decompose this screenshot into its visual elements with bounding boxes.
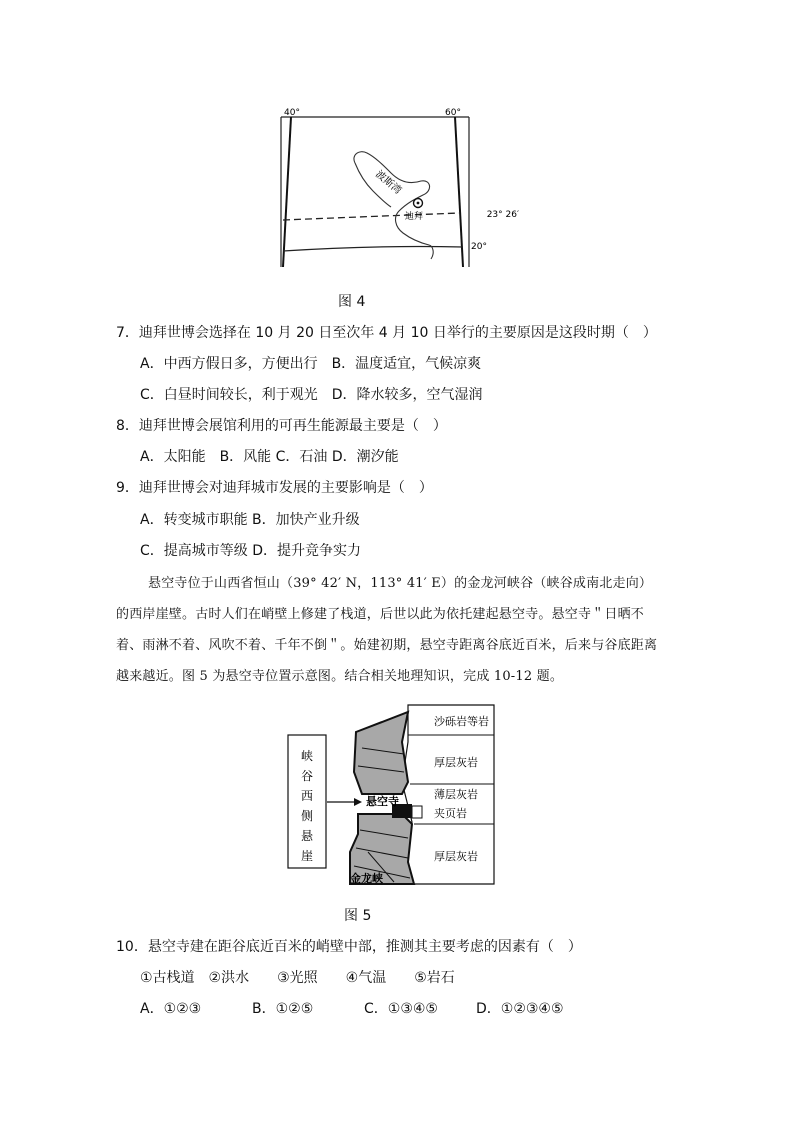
- question-8-options-line1: A．太阳能 B．风能 C．石油 D．潮汐能: [140, 449, 399, 465]
- figure-4-map: [275, 103, 519, 271]
- lat-20-label: 20°: [471, 242, 487, 252]
- lon-left-label: 40°: [284, 108, 300, 118]
- cliff-side-label: 峡谷西侧悬崖: [300, 749, 314, 863]
- question-7-stem: 7．迪拜世博会选择在 10 月 20 日至次年 4 月 10 日举行的主要原因是这段时期（ ）: [116, 325, 657, 341]
- figure-4-caption: 图 4: [338, 294, 366, 310]
- passage-line-2: 的西岸崖壁。古时人们在峭壁上修建了栈道，后世以此为依托建起悬空寺。悬空寺＂日晒不: [116, 607, 645, 622]
- layer-2-label: 厚层灰岩: [434, 756, 478, 769]
- passage-line-3: 着、雨淋不着、风吹不着、千年不倒＂。始建初期，悬空寺距离谷底近百米，后来与谷底距离: [116, 638, 658, 653]
- question-10-factors: ①古栈道 ②洪水 ③光照 ④气温 ⑤岩石: [140, 970, 455, 986]
- temple-label: 悬空寺: [366, 795, 399, 808]
- layer-4-label: 厚层灰岩: [434, 850, 478, 863]
- question-9-stem: 9．迪拜世博会对迪拜城市发展的主要影响是（ ）: [116, 480, 433, 496]
- hanging-temple-section: [284, 702, 500, 892]
- question-10-option-a: A．①②③: [140, 1001, 202, 1017]
- dubai-label: 迪拜: [405, 212, 424, 222]
- question-7-options-line1: A．中西方假日多，方便出行 B．温度适宜，气候凉爽: [140, 356, 482, 372]
- persian-gulf-map: [275, 103, 519, 271]
- question-10-stem: 10．悬空寺建在距谷底近百米的峭壁中部，推测其主要考虑的因素有（ ）: [116, 939, 582, 955]
- tropic-label: 23° 26′: [486, 210, 519, 220]
- gulf-label: 波斯湾: [373, 168, 404, 197]
- layer-3b-label: 夹页岩: [434, 807, 467, 820]
- question-10-option-c: C．①③④⑤: [364, 1001, 438, 1017]
- question-9-options-line2: C．提高城市等级 D．提升竞争实力: [140, 543, 362, 559]
- gorge-label: 金龙峡: [350, 872, 383, 885]
- question-10-option-b: B．①②⑤: [252, 1001, 314, 1017]
- passage-line-4: 越来越近。图 5 为悬空寺位置示意图。结合相关地理知识，完成 10-12 题。: [116, 669, 564, 684]
- question-9-options-line1: A．转变城市职能 B．加快产业升级: [140, 512, 360, 528]
- question-8-stem: 8．迪拜世博会展馆利用的可再生能源最主要是（ ）: [116, 418, 447, 434]
- question-10-option-d: D．①②③④⑤: [476, 1001, 564, 1017]
- layer-1-label: 沙砾岩等岩: [434, 715, 489, 728]
- passage-line-1: 悬空寺位于山西省恒山（39° 42′ N，113° 41′ E）的金龙河峡谷（峡谷成南北走向）: [148, 576, 653, 591]
- figure-5-caption: 图 5: [344, 908, 372, 924]
- layer-3a-label: 薄层灰岩: [434, 788, 478, 801]
- figure-5-diagram: [284, 702, 500, 892]
- arrow-head-icon: [354, 798, 362, 806]
- question-7-options-line2: C．白昼时间较长，利于观光 D．降水较多，空气湿润: [140, 387, 483, 403]
- lon-right-label: 60°: [445, 108, 461, 118]
